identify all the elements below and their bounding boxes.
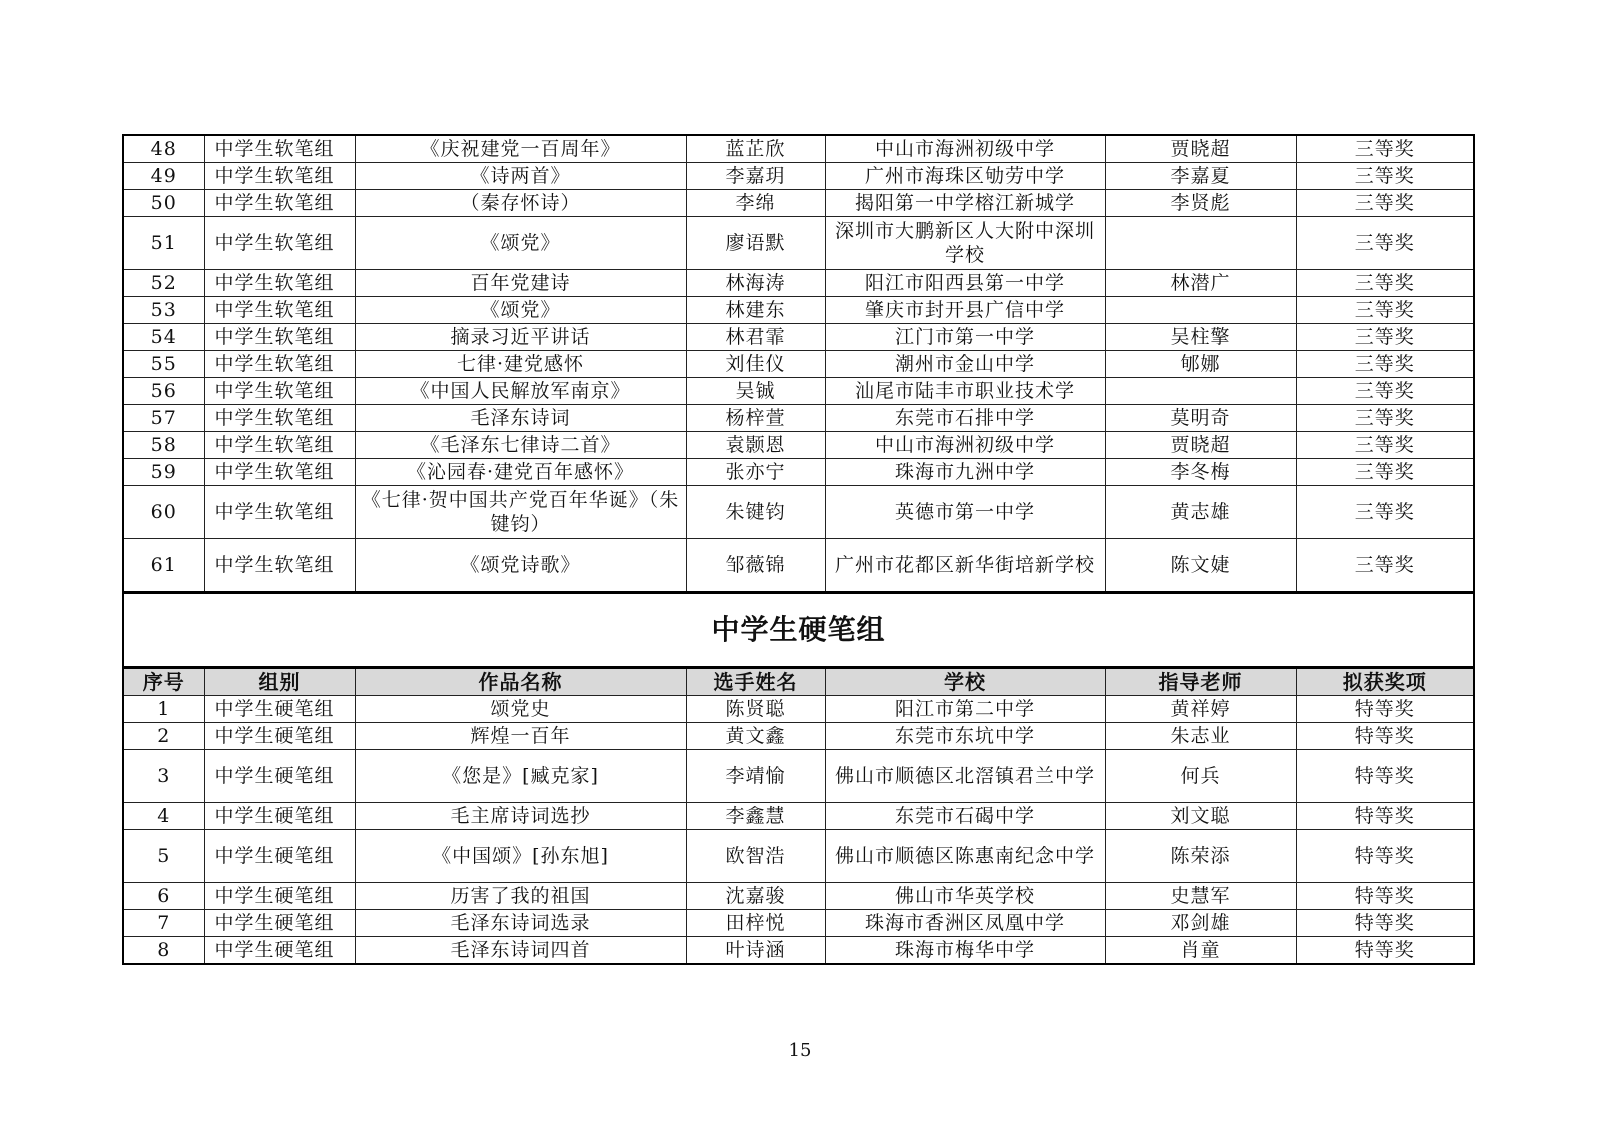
cell-work: （秦存怀诗） bbox=[355, 190, 686, 217]
cell-award: 三等奖 bbox=[1296, 270, 1474, 297]
cell-award: 特等奖 bbox=[1296, 723, 1474, 750]
cell-school: 珠海市九洲中学 bbox=[825, 459, 1105, 486]
cell-group: 中学生软笔组 bbox=[204, 351, 355, 378]
soft-brush-rows bbox=[123, 135, 1474, 593]
cell-school: 佛山市顺德区北滘镇君兰中学 bbox=[825, 750, 1105, 803]
cell-group: 中学生硬笔组 bbox=[204, 883, 355, 910]
cell-teacher: 陈文婕 bbox=[1105, 539, 1296, 593]
cell-award: 三等奖 bbox=[1296, 405, 1474, 432]
cell-name: 廖语默 bbox=[686, 217, 825, 270]
cell-name: 杨梓萱 bbox=[686, 405, 825, 432]
cell-school: 潮州市金山中学 bbox=[825, 351, 1105, 378]
cell-award: 特等奖 bbox=[1296, 803, 1474, 830]
cell-no: 8 bbox=[123, 937, 204, 965]
cell-award: 三等奖 bbox=[1296, 324, 1474, 351]
cell-award: 三等奖 bbox=[1296, 163, 1474, 190]
cell-award: 三等奖 bbox=[1296, 190, 1474, 217]
cell-group: 中学生硬笔组 bbox=[204, 696, 355, 723]
cell-no: 6 bbox=[123, 883, 204, 910]
cell-name: 李靖愉 bbox=[686, 750, 825, 803]
cell-no: 48 bbox=[123, 135, 204, 163]
table-row bbox=[123, 459, 1474, 486]
cell-teacher: 朱志业 bbox=[1105, 723, 1296, 750]
cell-no: 2 bbox=[123, 723, 204, 750]
cell-group: 中学生软笔组 bbox=[204, 135, 355, 163]
cell-no: 56 bbox=[123, 378, 204, 405]
cell-group: 中学生硬笔组 bbox=[204, 830, 355, 883]
hard-pen-rows bbox=[123, 696, 1474, 965]
cell-award: 三等奖 bbox=[1296, 351, 1474, 378]
cell-award: 三等奖 bbox=[1296, 297, 1474, 324]
cell-teacher: 刘文聪 bbox=[1105, 803, 1296, 830]
cell-school: 中山市海洲初级中学 bbox=[825, 135, 1105, 163]
cell-group: 中学生硬笔组 bbox=[204, 750, 355, 803]
table-row bbox=[123, 217, 1474, 270]
cell-school: 阳江市第二中学 bbox=[825, 696, 1105, 723]
cell-name: 叶诗涵 bbox=[686, 937, 825, 965]
table-row bbox=[123, 324, 1474, 351]
header-work: 作品名称 bbox=[355, 668, 686, 696]
cell-teacher: 李贤彪 bbox=[1105, 190, 1296, 217]
cell-group: 中学生硬笔组 bbox=[204, 723, 355, 750]
cell-group: 中学生软笔组 bbox=[204, 486, 355, 539]
section-title: 中学生硬笔组 bbox=[123, 593, 1474, 668]
cell-work: 毛主席诗词选抄 bbox=[355, 803, 686, 830]
table-row bbox=[123, 405, 1474, 432]
cell-group: 中学生软笔组 bbox=[204, 378, 355, 405]
cell-no: 60 bbox=[123, 486, 204, 539]
cell-work: 《中国颂》[孙东旭] bbox=[355, 830, 686, 883]
cell-teacher: 黄祥婷 bbox=[1105, 696, 1296, 723]
cell-teacher bbox=[1105, 297, 1296, 324]
table-row bbox=[123, 190, 1474, 217]
table-row bbox=[123, 432, 1474, 459]
table-row bbox=[123, 270, 1474, 297]
cell-work: 百年党建诗 bbox=[355, 270, 686, 297]
cell-no: 50 bbox=[123, 190, 204, 217]
cell-award: 三等奖 bbox=[1296, 459, 1474, 486]
cell-school: 江门市第一中学 bbox=[825, 324, 1105, 351]
cell-no: 53 bbox=[123, 297, 204, 324]
cell-name: 朱键钧 bbox=[686, 486, 825, 539]
table-row bbox=[123, 750, 1474, 803]
header-name: 选手姓名 bbox=[686, 668, 825, 696]
cell-award: 特等奖 bbox=[1296, 937, 1474, 965]
cell-group: 中学生软笔组 bbox=[204, 405, 355, 432]
cell-work: 《颂党》 bbox=[355, 217, 686, 270]
cell-teacher: 肖童 bbox=[1105, 937, 1296, 965]
cell-no: 52 bbox=[123, 270, 204, 297]
cell-school: 佛山市华英学校 bbox=[825, 883, 1105, 910]
cell-no: 54 bbox=[123, 324, 204, 351]
table-row bbox=[123, 135, 1474, 163]
cell-no: 59 bbox=[123, 459, 204, 486]
table-row bbox=[123, 163, 1474, 190]
cell-school: 英德市第一中学 bbox=[825, 486, 1105, 539]
cell-group: 中学生软笔组 bbox=[204, 324, 355, 351]
cell-no: 4 bbox=[123, 803, 204, 830]
cell-no: 51 bbox=[123, 217, 204, 270]
cell-award: 三等奖 bbox=[1296, 135, 1474, 163]
cell-work: 历害了我的祖国 bbox=[355, 883, 686, 910]
table-row bbox=[123, 351, 1474, 378]
cell-no: 7 bbox=[123, 910, 204, 937]
cell-award: 特等奖 bbox=[1296, 910, 1474, 937]
award-table bbox=[122, 134, 1475, 965]
cell-no: 55 bbox=[123, 351, 204, 378]
table-row bbox=[123, 378, 1474, 405]
header-award: 拟获奖项 bbox=[1296, 668, 1474, 696]
cell-school: 珠海市梅华中学 bbox=[825, 937, 1105, 965]
cell-school: 广州市花都区新华街培新学校 bbox=[825, 539, 1105, 593]
cell-name: 李绵 bbox=[686, 190, 825, 217]
section-title-row bbox=[123, 593, 1474, 668]
cell-work: 《七律·贺中国共产党百年华诞》（朱键钧） bbox=[355, 486, 686, 539]
cell-work: 《颂党》 bbox=[355, 297, 686, 324]
table-row bbox=[123, 910, 1474, 937]
cell-no: 1 bbox=[123, 696, 204, 723]
cell-school: 东莞市石碣中学 bbox=[825, 803, 1105, 830]
cell-award: 三等奖 bbox=[1296, 486, 1474, 539]
cell-group: 中学生硬笔组 bbox=[204, 910, 355, 937]
cell-school: 广州市海珠区劬劳中学 bbox=[825, 163, 1105, 190]
cell-award: 三等奖 bbox=[1296, 378, 1474, 405]
cell-name: 李嘉玥 bbox=[686, 163, 825, 190]
cell-work: 毛泽东诗词四首 bbox=[355, 937, 686, 965]
hard-pen-section bbox=[123, 593, 1474, 696]
cell-no: 61 bbox=[123, 539, 204, 593]
cell-work: 颂党史 bbox=[355, 696, 686, 723]
cell-name: 林海涛 bbox=[686, 270, 825, 297]
table-row bbox=[123, 803, 1474, 830]
cell-work: 毛泽东诗词 bbox=[355, 405, 686, 432]
table-row bbox=[123, 539, 1474, 593]
cell-no: 5 bbox=[123, 830, 204, 883]
page-number: 15 bbox=[788, 1040, 812, 1061]
cell-work: 毛泽东诗词选录 bbox=[355, 910, 686, 937]
cell-award: 特等奖 bbox=[1296, 830, 1474, 883]
cell-teacher: 贾晓超 bbox=[1105, 432, 1296, 459]
table-row bbox=[123, 486, 1474, 539]
cell-teacher: 贾晓超 bbox=[1105, 135, 1296, 163]
table-header-row bbox=[123, 668, 1474, 696]
cell-school: 东莞市石排中学 bbox=[825, 405, 1105, 432]
cell-teacher bbox=[1105, 217, 1296, 270]
cell-award: 三等奖 bbox=[1296, 217, 1474, 270]
cell-award: 特等奖 bbox=[1296, 696, 1474, 723]
table-row bbox=[123, 297, 1474, 324]
cell-no: 49 bbox=[123, 163, 204, 190]
cell-group: 中学生软笔组 bbox=[204, 270, 355, 297]
cell-group: 中学生软笔组 bbox=[204, 190, 355, 217]
cell-name: 林建东 bbox=[686, 297, 825, 324]
cell-school: 中山市海洲初级中学 bbox=[825, 432, 1105, 459]
cell-name: 刘佳仪 bbox=[686, 351, 825, 378]
cell-group: 中学生硬笔组 bbox=[204, 803, 355, 830]
cell-no: 3 bbox=[123, 750, 204, 803]
cell-school: 揭阳第一中学榕江新城学 bbox=[825, 190, 1105, 217]
cell-work: 《您是》[臧克家] bbox=[355, 750, 686, 803]
cell-group: 中学生软笔组 bbox=[204, 163, 355, 190]
cell-group: 中学生硬笔组 bbox=[204, 937, 355, 965]
cell-work: 《庆祝建党一百周年》 bbox=[355, 135, 686, 163]
cell-school: 佛山市顺德区陈惠南纪念中学 bbox=[825, 830, 1105, 883]
cell-teacher bbox=[1105, 378, 1296, 405]
cell-name: 陈贤聪 bbox=[686, 696, 825, 723]
cell-award: 特等奖 bbox=[1296, 883, 1474, 910]
cell-no: 58 bbox=[123, 432, 204, 459]
cell-school: 汕尾市陆丰市职业技术学 bbox=[825, 378, 1105, 405]
cell-school: 肇庆市封开县广信中学 bbox=[825, 297, 1105, 324]
cell-teacher: 黄志雄 bbox=[1105, 486, 1296, 539]
cell-name: 李鑫慧 bbox=[686, 803, 825, 830]
cell-work: 《中国人民解放军南京》 bbox=[355, 378, 686, 405]
cell-group: 中学生软笔组 bbox=[204, 217, 355, 270]
header-school: 学校 bbox=[825, 668, 1105, 696]
cell-work: 摘录习近平讲话 bbox=[355, 324, 686, 351]
cell-teacher: 李嘉夏 bbox=[1105, 163, 1296, 190]
cell-name: 蓝芷欣 bbox=[686, 135, 825, 163]
cell-no: 57 bbox=[123, 405, 204, 432]
cell-school: 深圳市大鹏新区人大附中深圳学校 bbox=[825, 217, 1105, 270]
cell-name: 吴铖 bbox=[686, 378, 825, 405]
cell-name: 邹薇锦 bbox=[686, 539, 825, 593]
cell-teacher: 李冬梅 bbox=[1105, 459, 1296, 486]
header-teacher: 指导老师 bbox=[1105, 668, 1296, 696]
cell-school: 珠海市香洲区凤凰中学 bbox=[825, 910, 1105, 937]
cell-work: 辉煌一百年 bbox=[355, 723, 686, 750]
cell-award: 特等奖 bbox=[1296, 750, 1474, 803]
table-row bbox=[123, 830, 1474, 883]
cell-school: 阳江市阳西县第一中学 bbox=[825, 270, 1105, 297]
cell-teacher: 莫明奇 bbox=[1105, 405, 1296, 432]
cell-teacher: 郇娜 bbox=[1105, 351, 1296, 378]
cell-teacher: 史慧军 bbox=[1105, 883, 1296, 910]
cell-work: 《颂党诗歌》 bbox=[355, 539, 686, 593]
cell-work: 《诗两首》 bbox=[355, 163, 686, 190]
cell-name: 袁颢恩 bbox=[686, 432, 825, 459]
cell-name: 欧智浩 bbox=[686, 830, 825, 883]
cell-group: 中学生软笔组 bbox=[204, 459, 355, 486]
table-row bbox=[123, 696, 1474, 723]
header-no: 序号 bbox=[123, 668, 204, 696]
award-list-sheet bbox=[122, 134, 1473, 965]
table-row bbox=[123, 883, 1474, 910]
cell-award: 三等奖 bbox=[1296, 432, 1474, 459]
cell-work: 《毛泽东七律诗二首》 bbox=[355, 432, 686, 459]
cell-group: 中学生软笔组 bbox=[204, 539, 355, 593]
cell-group: 中学生软笔组 bbox=[204, 297, 355, 324]
cell-teacher: 陈荣添 bbox=[1105, 830, 1296, 883]
cell-work: 《沁园春·建党百年感怀》 bbox=[355, 459, 686, 486]
cell-teacher: 林潜广 bbox=[1105, 270, 1296, 297]
cell-teacher: 邓剑雄 bbox=[1105, 910, 1296, 937]
cell-school: 东莞市东坑中学 bbox=[825, 723, 1105, 750]
table-row bbox=[123, 937, 1474, 965]
cell-teacher: 何兵 bbox=[1105, 750, 1296, 803]
table-row bbox=[123, 723, 1474, 750]
cell-group: 中学生软笔组 bbox=[204, 432, 355, 459]
header-group: 组别 bbox=[204, 668, 355, 696]
cell-name: 田梓悦 bbox=[686, 910, 825, 937]
cell-name: 张亦宁 bbox=[686, 459, 825, 486]
cell-name: 黄文鑫 bbox=[686, 723, 825, 750]
cell-work: 七律·建党感怀 bbox=[355, 351, 686, 378]
cell-name: 林君霏 bbox=[686, 324, 825, 351]
cell-award: 三等奖 bbox=[1296, 539, 1474, 593]
cell-teacher: 吴柱擎 bbox=[1105, 324, 1296, 351]
cell-name: 沈嘉骏 bbox=[686, 883, 825, 910]
